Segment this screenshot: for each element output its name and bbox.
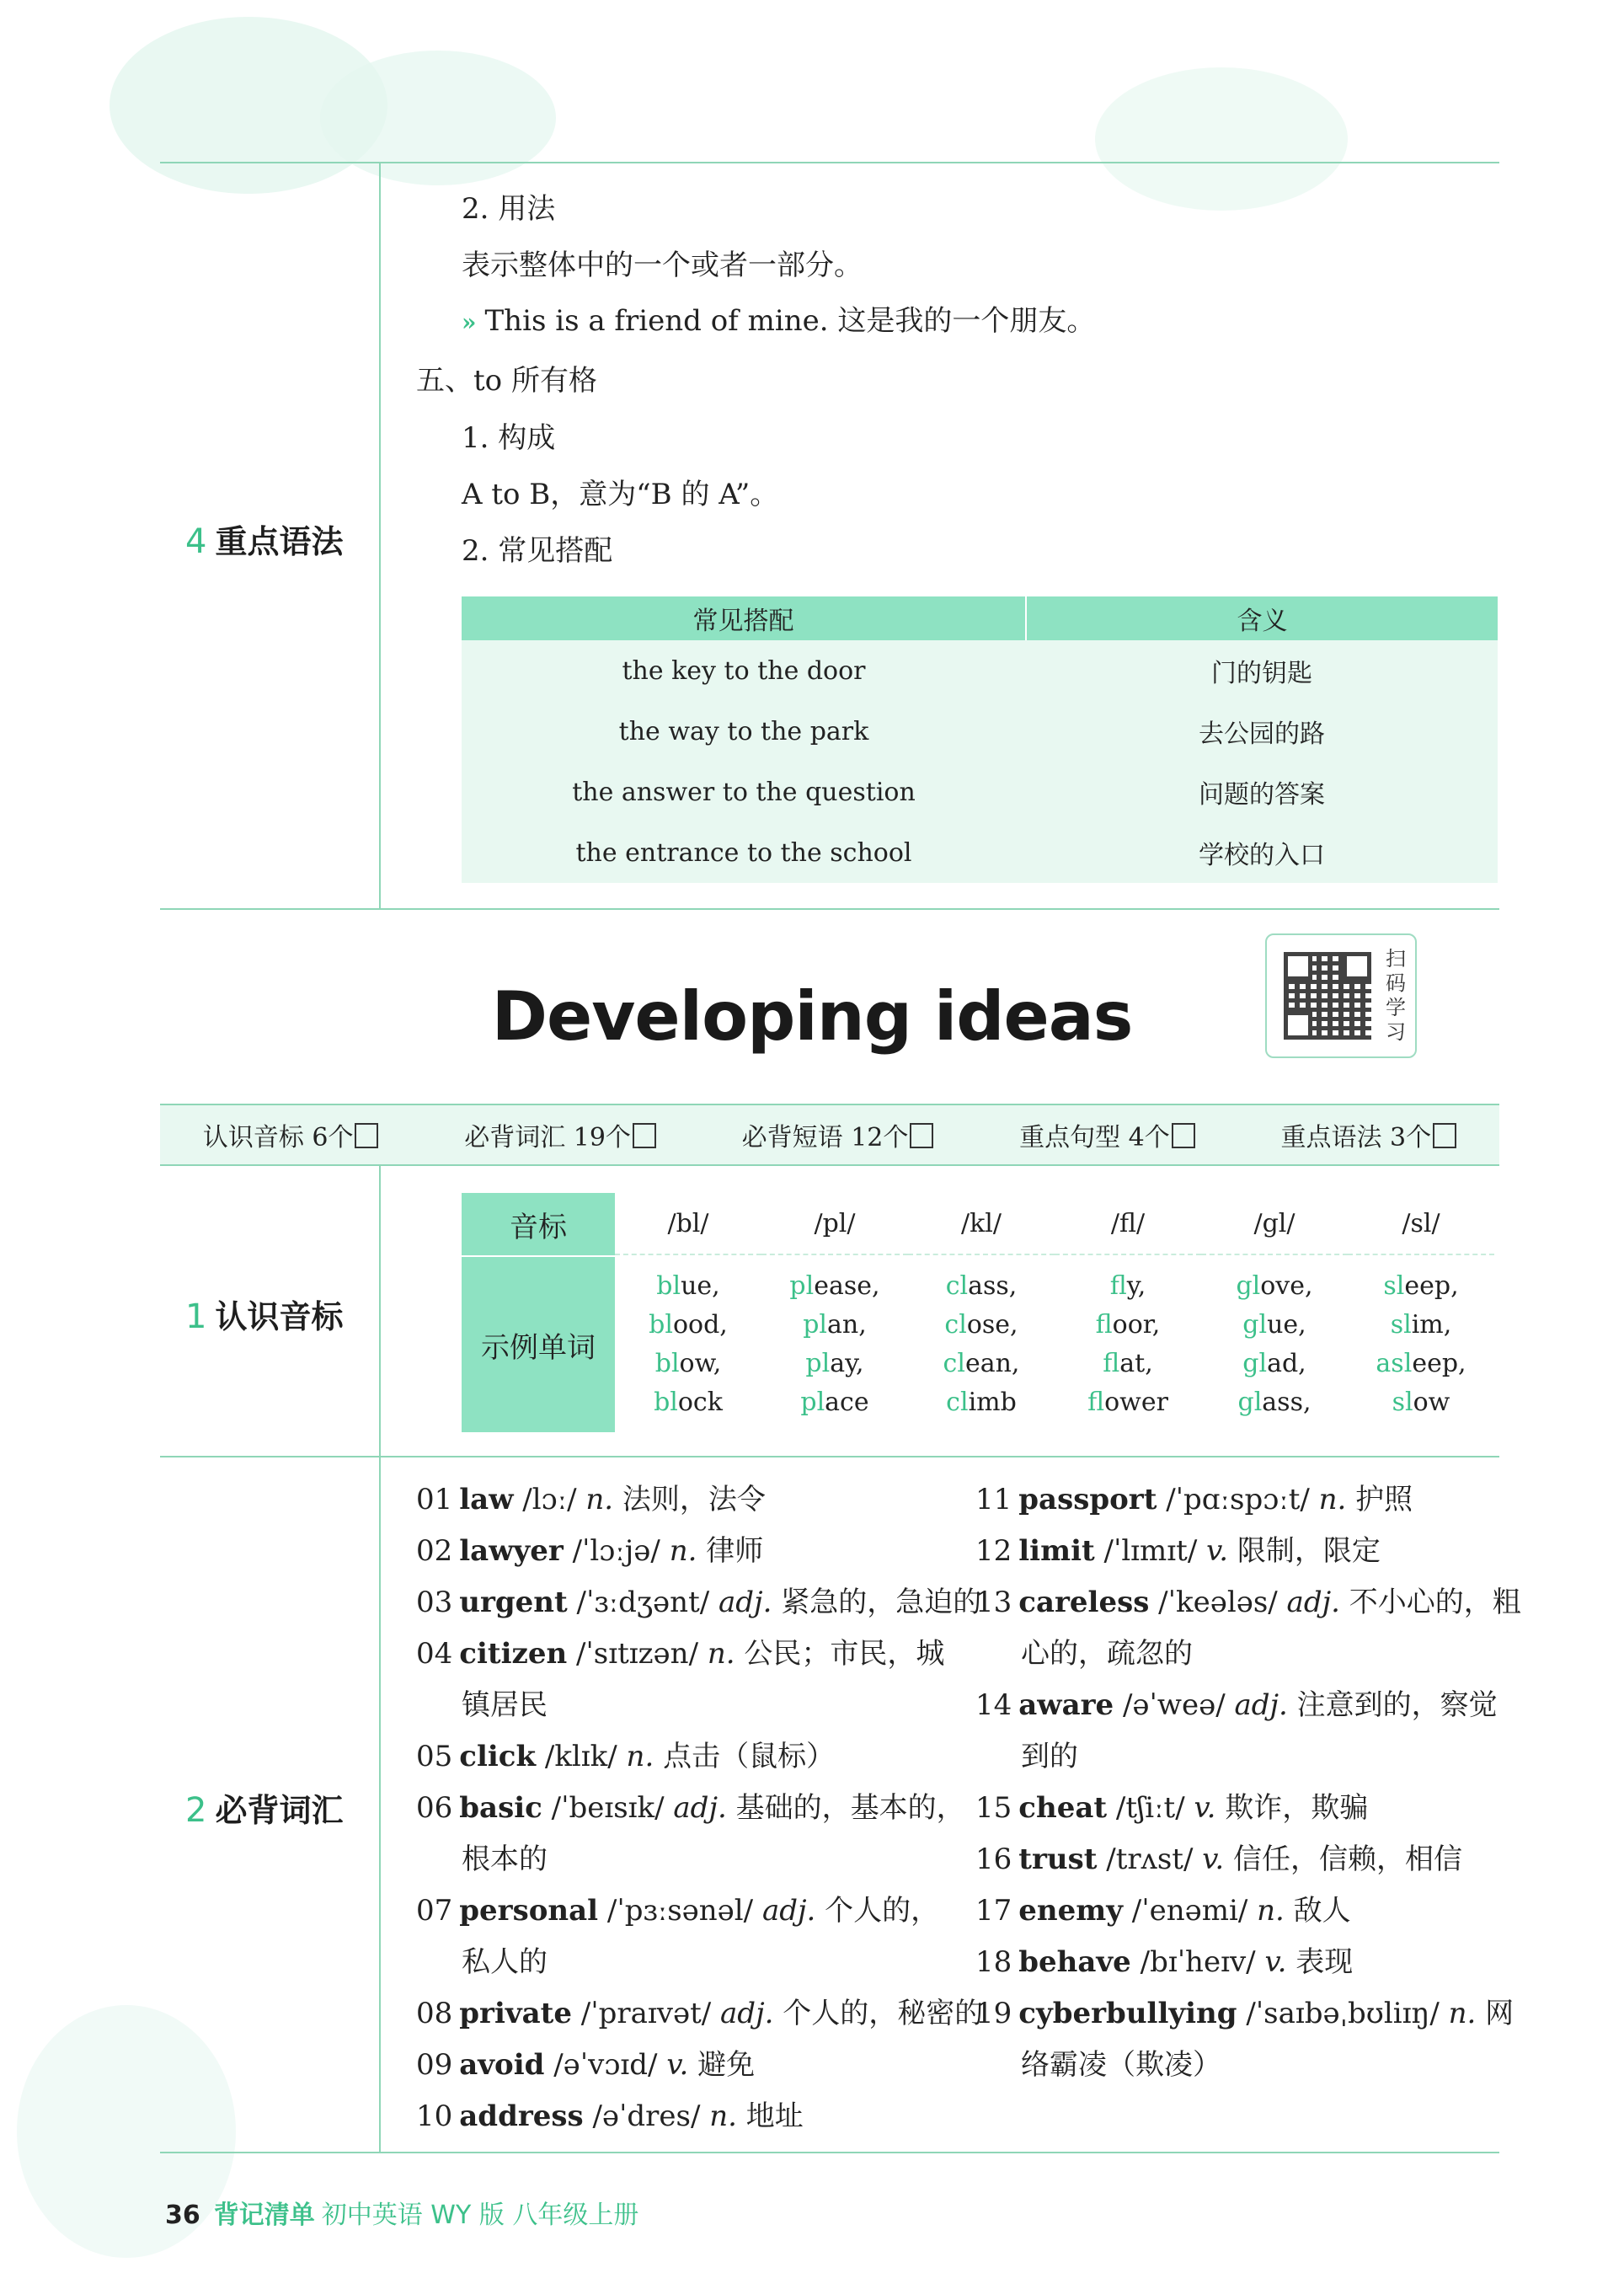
divider-bottom	[160, 2152, 1499, 2153]
example-word	[615, 1267, 761, 1306]
vocab-item	[416, 1586, 981, 1619]
vocab-number: 16	[975, 1842, 1012, 1876]
book-subtitle: 初中英语 WY 版 八年级上册	[321, 2201, 639, 2230]
vocab-word: address	[459, 2099, 584, 2133]
vocab-phonetic: /klɪk/	[536, 1740, 627, 1773]
vocab-meaning: 法则，法令	[613, 1483, 766, 1516]
vocab-item	[416, 1791, 965, 1825]
table-row	[462, 701, 1498, 762]
page-title: Developing ideas	[491, 977, 1133, 1056]
vocab-meaning: 心的，疏忽的	[1021, 1637, 1193, 1671]
qr-code-icon	[1284, 952, 1371, 1040]
vocab-number: 10	[416, 2099, 453, 2133]
vocab-pos: adj.	[761, 1894, 816, 1928]
section-label-grammar	[185, 516, 371, 562]
vocab-number: 11	[975, 1483, 1012, 1516]
vocab-meaning: 信任，信赖，相信	[1224, 1842, 1463, 1876]
vocab-meaning: 络霸凌（欺凌）	[1021, 2048, 1221, 2082]
section-label-phonetics	[185, 1291, 371, 1337]
vocab-meaning: 基础的，基本的，	[726, 1791, 965, 1825]
vocab-meaning: 网	[1476, 1997, 1514, 2030]
vocab-number: 06	[416, 1791, 453, 1825]
vocab-word: cheat	[1018, 1791, 1108, 1825]
page-number: 36	[165, 2201, 200, 2230]
vocab-number: 02	[416, 1534, 453, 1568]
vocab-item	[1021, 2048, 1221, 2082]
vocab-word: citizen	[459, 1637, 568, 1671]
vocab-item	[416, 1534, 763, 1568]
footer	[165, 2194, 638, 2231]
word-cluster: cl	[944, 1310, 967, 1340]
word-cluster: asl	[1376, 1349, 1413, 1378]
vocab-phonetic: /lɔː/	[513, 1483, 586, 1516]
qr-label: 扫码学习	[1386, 947, 1406, 1044]
vocab-pos: adj.	[673, 1791, 727, 1825]
word-cluster: fl	[1087, 1388, 1105, 1417]
phonetic-symbol: /kl/	[908, 1193, 1055, 1255]
vocab-pos: n.	[585, 1483, 614, 1516]
vocab-pos: v.	[1202, 1842, 1225, 1876]
grammar-line: 2. 用法	[462, 192, 556, 226]
example-word	[615, 1306, 761, 1345]
example-word	[1055, 1383, 1201, 1422]
section-title: 重点语法	[215, 523, 344, 560]
word-cluster: cl	[945, 1271, 969, 1301]
vocab-word: enemy	[1018, 1894, 1123, 1928]
vocab-pos: n.	[626, 1740, 654, 1773]
grammar-line: 2. 常见搭配	[462, 534, 613, 568]
vocab-item	[416, 1894, 939, 1928]
vocab-number: 13	[975, 1586, 1012, 1619]
book-name: 背记清单	[213, 2201, 315, 2230]
vocab-meaning: 地址	[736, 2099, 804, 2133]
vocab-phonetic: /ˈpɜːsənəl/	[598, 1894, 762, 1928]
table-row	[462, 762, 1498, 822]
vocab-word: aware	[1018, 1688, 1114, 1722]
word-rest: y,	[1126, 1271, 1146, 1301]
word-cluster: cl	[946, 1388, 969, 1417]
example-word	[761, 1383, 908, 1422]
vocab-pos: v.	[1194, 1791, 1216, 1825]
vocab-phonetic: /ˈsaɪbəˌbʊliɪŋ/	[1237, 1997, 1449, 2030]
vocab-pos: v.	[666, 2048, 689, 2082]
vocab-meaning: 个人的，秘密的	[773, 1997, 984, 2030]
vocab-item	[462, 1688, 548, 1722]
word-cluster: bl	[654, 1349, 680, 1378]
vocab-meaning: 表现	[1286, 1945, 1354, 1979]
word-cluster: fl	[1103, 1349, 1120, 1378]
phonetics-table	[462, 1193, 1498, 1432]
vocab-phonetic: /ˈɜːdʒənt/	[567, 1586, 719, 1619]
checkbox[interactable]	[1172, 1123, 1195, 1148]
vocab-phonetic: /ˈlɪmɪt/	[1094, 1534, 1207, 1568]
example-word	[1055, 1345, 1201, 1383]
vocab-item	[416, 2048, 755, 2082]
word-rest: ay,	[830, 1349, 864, 1378]
vocab-item	[975, 1534, 1381, 1568]
phonetics-example-row	[462, 1255, 1498, 1432]
section-number: 2	[185, 1791, 207, 1830]
word-rest: ood,	[672, 1310, 728, 1340]
vocab-phonetic: /ˈbeɪsɪk/	[542, 1791, 674, 1825]
section-title: 认识音标	[215, 1298, 344, 1335]
word-rest: ad,	[1267, 1349, 1306, 1378]
vocab-number: 18	[975, 1945, 1012, 1979]
bg-cloud-right	[1095, 67, 1348, 211]
vocab-meaning: 点击（鼠标）	[654, 1740, 836, 1773]
table-cell: 门的钥匙	[1211, 659, 1312, 688]
vocab-number: 14	[975, 1688, 1012, 1722]
vocab-item	[462, 1945, 548, 1979]
example-words-cell	[1201, 1255, 1348, 1432]
word-cluster: pl	[800, 1388, 825, 1417]
vocab-phonetic: /ˈpraɪvət/	[572, 1997, 721, 2030]
word-cluster: gl	[1242, 1349, 1268, 1378]
word-rest: ove,	[1260, 1271, 1313, 1301]
vocab-phonetic: /ˈsɪtɪzən/	[567, 1637, 708, 1671]
grammar-line: 表示整体中的一个或者一部分。	[462, 249, 863, 282]
example-word	[1201, 1383, 1348, 1422]
vocab-number: 07	[416, 1894, 453, 1928]
grammar-heading: 五、to 所有格	[416, 364, 597, 398]
vocab-phonetic: /əˈweə/	[1114, 1688, 1235, 1722]
example-word	[615, 1383, 761, 1422]
vocab-item	[416, 1483, 766, 1516]
example-word	[1348, 1306, 1494, 1345]
vocab-pos: n.	[709, 2099, 737, 2133]
word-rest: ow	[1413, 1388, 1450, 1417]
example-word	[1055, 1267, 1201, 1306]
word-cluster: pl	[789, 1271, 815, 1301]
table-cell: 去公园的路	[1199, 719, 1325, 749]
double-chevron-icon: »	[462, 308, 477, 336]
word-rest: ass,	[1262, 1388, 1311, 1417]
word-rest: im,	[1411, 1310, 1452, 1340]
example-text: This is a friend of mine. 这是我的一个朋友。	[484, 304, 1096, 338]
vocab-meaning: 根本的	[462, 1842, 548, 1876]
vocab-word: personal	[459, 1894, 599, 1928]
vocab-number: 19	[975, 1997, 1012, 2030]
vocab-word: avoid	[459, 2048, 545, 2082]
checkbox[interactable]	[1433, 1123, 1456, 1148]
grammar-line: A to B，意为“B 的 A”。	[462, 478, 779, 511]
example-word	[908, 1267, 1055, 1306]
vocab-item	[975, 1791, 1368, 1825]
vocab-item	[975, 1945, 1353, 1979]
table-header-cell: 常见搭配	[462, 596, 1027, 640]
table-header-cell: 含义	[1237, 607, 1288, 636]
example-word	[761, 1267, 908, 1306]
section-number: 4	[185, 522, 207, 561]
vocab-word: careless	[1018, 1586, 1150, 1619]
collocation-table	[462, 596, 1498, 883]
vocab-word: basic	[459, 1791, 542, 1825]
vocab-pos: n.	[707, 1637, 735, 1671]
example-word	[761, 1306, 908, 1345]
vocab-item	[416, 1997, 983, 2030]
vocab-item	[416, 1637, 944, 1671]
vocab-item	[975, 1586, 1521, 1619]
table-cell: the way to the park	[618, 716, 869, 746]
table-header-row	[462, 596, 1498, 640]
vocab-pos: n.	[1448, 1997, 1477, 2030]
example-word	[615, 1345, 761, 1383]
word-cluster: bl	[649, 1310, 673, 1340]
bg-cloud-mid	[320, 51, 556, 185]
word-cluster: sl	[1383, 1271, 1405, 1301]
vocab-meaning: 注意到的，察觉	[1287, 1688, 1498, 1722]
stats-bar	[160, 1105, 1499, 1164]
word-cluster: pl	[803, 1310, 828, 1340]
vocab-meaning: 公民；市民，城	[735, 1637, 945, 1671]
stat-item: 必背词汇 19个	[464, 1116, 656, 1153]
word-cluster: fl	[1109, 1271, 1127, 1301]
vocab-phonetic: /əˈdres/	[583, 2099, 710, 2133]
vocab-item	[1021, 1637, 1193, 1671]
word-cluster: cl	[943, 1349, 965, 1378]
vocab-word: trust	[1018, 1842, 1098, 1876]
example-words-cell	[761, 1255, 908, 1432]
stat-item: 重点语法 3个	[1280, 1116, 1456, 1153]
word-cluster: gl	[1237, 1388, 1263, 1417]
vocab-phonetic: /ˈlɔːjə/	[563, 1534, 670, 1568]
checkbox[interactable]	[355, 1123, 378, 1148]
vocab-number: 09	[416, 2048, 453, 2082]
word-cluster: pl	[805, 1349, 831, 1378]
word-rest: ue,	[681, 1271, 720, 1301]
divider-vertical-grammar	[379, 162, 381, 908]
example-word	[1348, 1383, 1494, 1422]
phonetic-symbol: /fl/	[1055, 1193, 1201, 1255]
section-number: 1	[185, 1297, 207, 1336]
example-words-label: 示例单词	[462, 1255, 615, 1432]
divider-title-top	[160, 908, 1499, 910]
vocab-pos: adj.	[1286, 1586, 1340, 1619]
vocab-meaning: 紧急的，急迫的	[772, 1586, 982, 1619]
word-rest: imb	[968, 1388, 1017, 1417]
vocab-meaning: 欺诈，欺骗	[1215, 1791, 1369, 1825]
word-rest: ean,	[964, 1349, 1020, 1378]
phonetics-symbol-row	[462, 1193, 1498, 1255]
phonetics-head-label: 音标	[462, 1193, 615, 1255]
divider-vertical-phonetics	[379, 1164, 381, 1456]
divider-top	[160, 162, 1499, 163]
example-words-cell	[908, 1255, 1055, 1432]
vocab-meaning: 避免	[688, 2048, 756, 2082]
table-cell: 问题的答案	[1199, 780, 1325, 810]
word-rest: ower	[1104, 1388, 1168, 1417]
word-cluster: sl	[1392, 1388, 1413, 1417]
example-word	[908, 1383, 1055, 1422]
example-word	[1201, 1345, 1348, 1383]
vocab-item	[1021, 1740, 1078, 1773]
vocab-pos: adj.	[1234, 1688, 1288, 1722]
example-words-cell	[1055, 1255, 1201, 1432]
word-cluster: bl	[656, 1271, 681, 1301]
vocab-word: law	[459, 1483, 514, 1516]
qr-card[interactable]	[1265, 933, 1417, 1058]
stat-item: 必背短语 12个	[742, 1116, 934, 1153]
example-sentence	[462, 297, 1095, 339]
word-rest: an,	[827, 1310, 867, 1340]
word-cluster: sl	[1390, 1310, 1412, 1340]
vocab-phonetic: /əˈvɔɪd/	[544, 2048, 667, 2082]
word-rest: ose,	[966, 1310, 1018, 1340]
example-word	[908, 1306, 1055, 1345]
vocab-word: private	[459, 1997, 572, 2030]
vocab-item	[975, 1842, 1462, 1876]
vocab-item	[416, 1740, 835, 1773]
vocab-item	[416, 2099, 804, 2133]
vocab-meaning: 不小心的，粗	[1339, 1586, 1521, 1619]
example-word	[1201, 1267, 1348, 1306]
phonetic-symbol: /pl/	[761, 1193, 908, 1255]
vocab-pos: n.	[1318, 1483, 1347, 1516]
word-rest: ace	[825, 1388, 869, 1417]
word-rest: ow,	[679, 1349, 722, 1378]
vocab-word: click	[459, 1740, 537, 1773]
stat-item: 认识音标 6个	[203, 1116, 379, 1153]
checkbox[interactable]	[633, 1123, 656, 1148]
table-row	[462, 822, 1498, 883]
word-rest: ue,	[1267, 1310, 1306, 1340]
stat-item: 重点句型 4个	[1019, 1116, 1195, 1153]
vocab-phonetic: /bɪˈheɪv/	[1130, 1945, 1265, 1979]
vocab-meaning: 私人的	[462, 1945, 548, 1979]
example-word	[1348, 1267, 1494, 1306]
vocab-phonetic: /trʌst/	[1097, 1842, 1203, 1876]
table-cell: the entrance to the school	[575, 837, 912, 868]
word-cluster: bl	[654, 1388, 678, 1417]
vocab-meaning: 镇居民	[462, 1688, 548, 1722]
vocab-pos: adj.	[719, 1586, 772, 1619]
vocab-number: 03	[416, 1586, 453, 1619]
vocab-item	[975, 1894, 1351, 1928]
vocab-pos: adj.	[720, 1997, 774, 2030]
vocab-word: cyberbullying	[1018, 1997, 1237, 2030]
table-row	[462, 640, 1498, 701]
table-cell: the key to the door	[622, 655, 866, 686]
divider-vocab-top	[160, 1456, 1499, 1457]
vocab-meaning: 护照	[1346, 1483, 1413, 1516]
vocab-word: urgent	[459, 1586, 568, 1619]
vocab-word: limit	[1018, 1534, 1095, 1568]
vocab-meaning: 律师	[697, 1534, 764, 1568]
vocab-number: 08	[416, 1997, 453, 2030]
vocab-word: behave	[1018, 1945, 1131, 1979]
example-word	[761, 1345, 908, 1383]
section-title: 必背词汇	[215, 1792, 344, 1829]
table-cell: 学校的入口	[1199, 841, 1325, 870]
vocab-number: 04	[416, 1637, 453, 1671]
example-word	[1055, 1306, 1201, 1345]
example-words-cell	[1348, 1255, 1494, 1432]
word-cluster: gl	[1236, 1271, 1261, 1301]
word-rest: ass,	[968, 1271, 1018, 1301]
example-words-cell	[615, 1255, 761, 1432]
word-rest: oor,	[1112, 1310, 1161, 1340]
vocab-item	[462, 1842, 548, 1876]
phonetic-symbol: /sl/	[1348, 1193, 1494, 1255]
vocab-item	[975, 1997, 1514, 2030]
vocab-meaning: 限制，限定	[1228, 1534, 1381, 1568]
example-word	[908, 1345, 1055, 1383]
word-cluster: gl	[1242, 1310, 1268, 1340]
phonetic-symbol: /bl/	[615, 1193, 761, 1255]
divider-stats-bottom	[160, 1164, 1499, 1166]
checkbox[interactable]	[910, 1123, 933, 1148]
example-word	[1201, 1306, 1348, 1345]
table-cell: the answer to the question	[572, 777, 916, 807]
section-label-vocab	[185, 1784, 371, 1831]
vocab-phonetic: /tʃiːt/	[1107, 1791, 1194, 1825]
vocab-meaning: 到的	[1021, 1740, 1078, 1773]
vocab-pos: n.	[1257, 1894, 1285, 1928]
vocab-number: 01	[416, 1483, 453, 1516]
vocab-number: 17	[975, 1894, 1012, 1928]
vocab-phonetic: /ˈkeələs/	[1149, 1586, 1287, 1619]
word-rest: eep,	[1404, 1271, 1459, 1301]
vocab-word: passport	[1018, 1483, 1157, 1516]
vocab-phonetic: /ˈpɑːspɔːt/	[1157, 1483, 1319, 1516]
vocab-phonetic: /ˈenəmi/	[1122, 1894, 1258, 1928]
word-rest: at,	[1119, 1349, 1153, 1378]
word-rest: eep,	[1412, 1349, 1466, 1378]
vocab-meaning: 个人的，	[815, 1894, 940, 1928]
vocab-item	[975, 1688, 1498, 1722]
example-word	[1348, 1345, 1494, 1383]
vocab-number: 15	[975, 1791, 1012, 1825]
vocab-pos: v.	[1264, 1945, 1287, 1979]
grammar-line: 1. 构成	[462, 421, 556, 455]
divider-vertical-vocab	[379, 1456, 381, 2152]
phonetic-symbol: /gl/	[1201, 1193, 1348, 1255]
word-rest: ock	[677, 1388, 723, 1417]
vocab-word: lawyer	[459, 1534, 564, 1568]
vocab-meaning: 敌人	[1284, 1894, 1351, 1928]
word-cluster: fl	[1095, 1310, 1113, 1340]
word-rest: ease,	[814, 1271, 880, 1301]
vocab-number: 05	[416, 1740, 453, 1773]
vocab-item	[975, 1483, 1413, 1516]
vocab-number: 12	[975, 1534, 1012, 1568]
vocab-pos: n.	[669, 1534, 697, 1568]
vocab-pos: v.	[1206, 1534, 1229, 1568]
